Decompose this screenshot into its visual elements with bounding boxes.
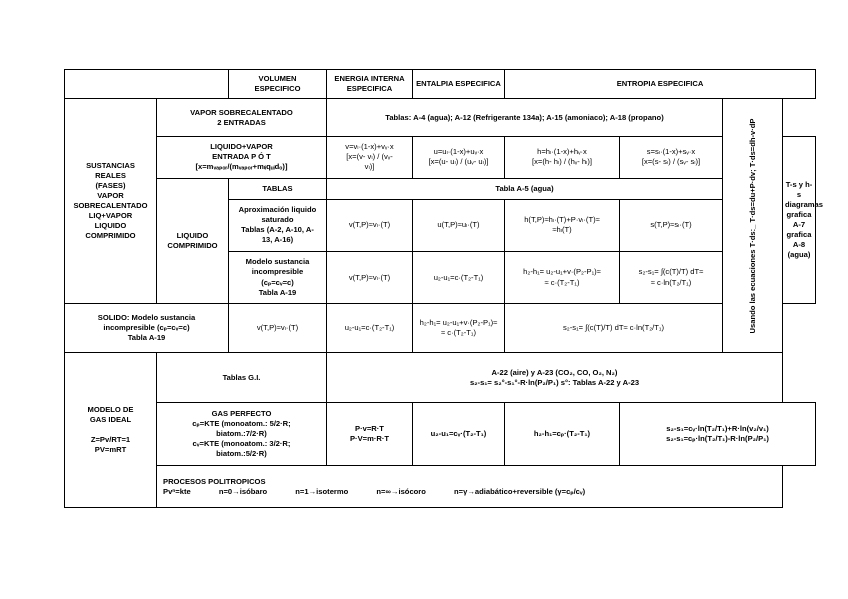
liq-vapor-u-l1: u=uₗ·(1-x)+uᵥ·x <box>433 147 484 157</box>
aprox-h-l2: ≈hₗ(T) <box>552 225 572 235</box>
solido-h-l1: h₂-h₁= u₂-u₁+v·(P₂-P₁)≈ <box>419 318 498 328</box>
incomp-label-l2: incompresible <box>251 267 304 277</box>
liq-vapor-s-l2: [x=(s- sₗ) / (sᵥ- sₗ)] <box>641 157 701 167</box>
politropicos-item-isocoro: n=∞→isócoro <box>376 486 426 496</box>
liq-vapor-s-l1: s=sₗ·(1-x)+sᵥ·x <box>646 147 696 157</box>
liq-vapor-h <box>505 136 620 178</box>
solido-label-l1: SOLIDO: Modelo sustancia <box>97 313 196 323</box>
row-vapor-sobrecalentado <box>65 99 816 137</box>
header-row <box>65 70 816 99</box>
tablas-gi-value <box>327 353 783 403</box>
header-entropia: ENTROPIA ESPECIFICA <box>505 70 816 99</box>
aprox-label-l1: Aproximación liquido <box>238 205 317 215</box>
politropicos-item-isotermo: n=1→isotermo <box>295 486 349 496</box>
gas-perfecto-s-l2: s₂-s₁=cₚ·ln(T₂/T₁)-R·ln(P₂/P₁) <box>666 434 769 444</box>
vapor-sobre-label <box>157 99 327 137</box>
sustancias-label-l5: SOBRECALENTADO <box>73 201 148 211</box>
liq-vapor-label-l1: LIQUIDO+VAPOR <box>210 142 273 152</box>
liq-vapor-v <box>327 136 413 178</box>
solido-s: s₂-s₁= ∫(c(T)/T) dT≈ c·ln(T₂/T₁) <box>505 304 723 353</box>
row-liquido-tablas <box>65 178 816 199</box>
aprox-h <box>505 199 620 251</box>
gas-perfecto-label-l2: cₚ=KTE (monoatom.: 5/2·R; <box>192 419 291 429</box>
ts-hs-l3: grafica A-7 <box>786 210 812 230</box>
thermo-properties-table <box>64 69 823 508</box>
row-tablas-gi <box>65 353 816 403</box>
header-energia-line1: ENERGIA INTERNA <box>334 74 405 84</box>
row-solido <box>65 304 816 353</box>
liq-vapor-label-l3: [x=mᵥₐₚₒᵣ/(mᵥₐₚₒᵣ+mₗᵢqᵤᵢdₒ)] <box>195 162 288 172</box>
liquido-tablas-label: TABLAS <box>229 178 327 199</box>
gas-perfecto-u: u₂-u₁=cᵥ·(T₂-T₁) <box>413 403 505 466</box>
politropicos-item-adiabatico: n=γ→adiabático+reversible (γ=cₚ/cᵥ) <box>454 486 586 496</box>
gas-perfecto-label-l3: biatom.:7/2·R) <box>216 429 267 439</box>
politropicos-items <box>163 487 780 497</box>
aprox-s: s(T,P)≈sₗ·(T) <box>620 199 723 251</box>
incomp-label-l1: Modelo sustancia <box>245 257 310 267</box>
sustancias-label-l2: REALES <box>95 171 126 181</box>
gas-perfecto-label-l1: GAS PERFECTO <box>211 409 272 419</box>
incomp-s <box>620 251 723 303</box>
vertical-tds-note <box>723 99 783 353</box>
sustancias-label-l1: SUSTANCIAS <box>86 161 135 171</box>
sustancias-label-l6: LIQ+VAPOR <box>88 211 133 221</box>
gas-perfecto-label-l4: cᵥ=KTE (monoatom.: 3/2·R; <box>192 439 291 449</box>
gas-perfecto-label-l5: biatom.:5/2·R) <box>216 449 267 459</box>
liquido-comprimido-label <box>157 178 229 303</box>
row-gas-perfecto <box>65 403 816 466</box>
vertical-tds-text: Usando las ecuaciones T·ds:_ T·ds=du+P·dv; T·ds=dh-v·dP <box>747 118 757 334</box>
sustancias-label-l4: VAPOR <box>97 191 124 201</box>
header-volumen-line1: VOLUMEN <box>258 74 297 84</box>
liq-vapor-u-l2: [x=(u- uₗ) / (uᵥ- uₗ)] <box>428 157 489 167</box>
gas-ideal-label-l2: GAS IDEAL <box>89 415 132 425</box>
liq-vapor-label <box>157 136 327 178</box>
gas-ideal-label-l4: Z=Pv/RT=1 <box>90 435 131 445</box>
aprox-label-l3: Tablas (A-2, A-10, A- <box>241 225 314 235</box>
liq-vapor-label-l2: ENTRADA P Ó T <box>212 152 271 162</box>
solido-v: v(T,P)≈vₗ·(T) <box>229 304 327 353</box>
vapor-sobre-tables: Tablas: A-4 (agua); A-12 (Refrigerante 134a); A-15 (amoniaco); A-18 (propano) <box>327 99 723 137</box>
header-energia-line2: ESPECIFICA <box>346 84 393 94</box>
header-empty-cell <box>65 70 229 99</box>
vapor-sobre-label-l2: 2 ENTRADAS <box>217 117 266 127</box>
header-volumen <box>229 70 327 99</box>
liq-vapor-s <box>620 136 723 178</box>
liq-vapor-v-l3: vₗ)] <box>364 162 375 172</box>
politropicos-cell <box>157 466 783 508</box>
vapor-sobre-label-l1: VAPOR SOBRECALENTADO <box>190 107 293 117</box>
liq-vapor-v-l1: v=vₗ·(1-x)+vᵥ·x <box>345 142 394 152</box>
incomp-h <box>505 251 620 303</box>
aprox-h-l1: h(T,P)≈hₗ·(T)+P·vₗ·(T)≈ <box>524 215 600 225</box>
gas-perfecto-v <box>327 403 413 466</box>
ts-hs-l4: grafica A-8 <box>786 230 812 250</box>
gas-perfecto-h: h₂-h₁=cₚ·(T₂-T₁) <box>505 403 620 466</box>
liq-vapor-h-l2: [x=(h- hₗ) / (hᵥ- hₗ)] <box>531 157 593 167</box>
row-politropicos <box>65 466 816 508</box>
gas-perfecto-v-l2: P·V=m·R·T <box>349 434 390 444</box>
aprox-u: u(T,P)≈uₗ·(T) <box>413 199 505 251</box>
incomp-s-l2: ≈ c·ln(T₂/T₁) <box>650 277 692 287</box>
ts-hs-l5: (agua) <box>787 250 811 260</box>
aprox-label-l4: 13, A-16) <box>261 235 294 245</box>
row-liquido-vapor <box>65 136 816 178</box>
liq-vapor-u <box>413 136 505 178</box>
incomp-u: u₂-u₁=c·(T₂-T₁) <box>413 251 505 303</box>
gas-perfecto-label <box>157 403 327 466</box>
politropicos-item-isobaro: n=0→isóbaro <box>218 486 268 496</box>
solido-label <box>65 304 229 353</box>
aprox-label-l2: saturado <box>261 215 294 225</box>
liquido-tablas-value: Tabla A-5 (agua) <box>327 178 723 199</box>
incomp-h-l2: ≈ c·(T₂-T₁) <box>544 277 580 287</box>
sustancias-label-l8: COMPRIMIDO <box>85 231 136 241</box>
ts-hs-l2: diagramas <box>785 199 823 209</box>
politropicos-item-kte: Pvⁿ=kte <box>163 486 191 496</box>
sustancias-label-l7: LIQUIDO <box>94 221 127 231</box>
tablas-gi-value-l2: s₂-s₁= s₂°-s₁°-R·ln(P₂/P₁) s°: Tablas A-22 y A-23 <box>469 377 640 387</box>
solido-label-l3: Tabla A-19 <box>127 333 166 343</box>
header-energia <box>327 70 413 99</box>
ts-hs-l1: T-s y h-s <box>785 179 813 199</box>
header-entalpia: ENTALPIA ESPECIFICA <box>413 70 505 99</box>
liq-vapor-v-l2: [x=(v- vₗ) / (vᵥ- <box>346 152 393 162</box>
solido-label-l2: incompresible (cₚ=cᵥ=c) <box>103 323 190 333</box>
incomp-label <box>229 251 327 303</box>
incomp-label-l4: Tabla A-19 <box>258 287 297 297</box>
liquido-label-l1: LIQUIDO <box>176 230 209 240</box>
gas-ideal-label-l1: MODELO DE <box>87 405 134 415</box>
gas-perfecto-s-l1: s₂-s₁=cᵥ·ln(T₂/T₁)+R·ln(v₂/v₁) <box>666 424 769 434</box>
liquido-label-l2: COMPRIMIDO <box>167 240 218 250</box>
incomp-v: v(T,P)≈vₗ·(T) <box>327 251 413 303</box>
gas-ideal-label <box>65 353 157 508</box>
incomp-s-l1: s₂-s₁= ∫(c(T)/T) dT≈ <box>638 267 704 277</box>
solido-u: u₂-u₁=c·(T₂-T₁) <box>327 304 413 353</box>
incomp-h-l1: h₂-h₁= u₂-u₁+v·(P₂-P₁)≈ <box>523 267 601 277</box>
politropicos-title: PROCESOS POLITROPICOS <box>163 476 266 486</box>
ts-hs-diagramas <box>783 136 823 303</box>
solido-h-l2: ≈ c·(T₂-T₁) <box>441 328 476 338</box>
header-volumen-line2: ESPECIFICO <box>254 84 301 94</box>
gas-perfecto-s <box>620 403 816 466</box>
aprox-v: v(T,P)≈vₗ·(T) <box>327 199 413 251</box>
gas-perfecto-v-l1: P·v=R·T <box>355 424 384 434</box>
solido-h <box>413 304 505 353</box>
sustancias-reales-label <box>65 99 157 304</box>
incomp-label-l3: (cₚ=cᵥ=c) <box>261 277 294 287</box>
liq-vapor-h-l1: h=hₗ·(1-x)+hᵥ·x <box>537 147 587 157</box>
sustancias-label-l3: (FASES) <box>95 181 126 191</box>
gas-ideal-label-spacer <box>67 425 154 435</box>
tablas-gi-value-l1: A-22 (aire) y A-23 (CO₂, CO, O₂, N₂) <box>491 367 618 377</box>
aprox-label <box>229 199 327 251</box>
gas-ideal-label-l5: PV=mRT <box>94 445 127 455</box>
tablas-gi-label: Tablas G.I. <box>157 353 327 403</box>
